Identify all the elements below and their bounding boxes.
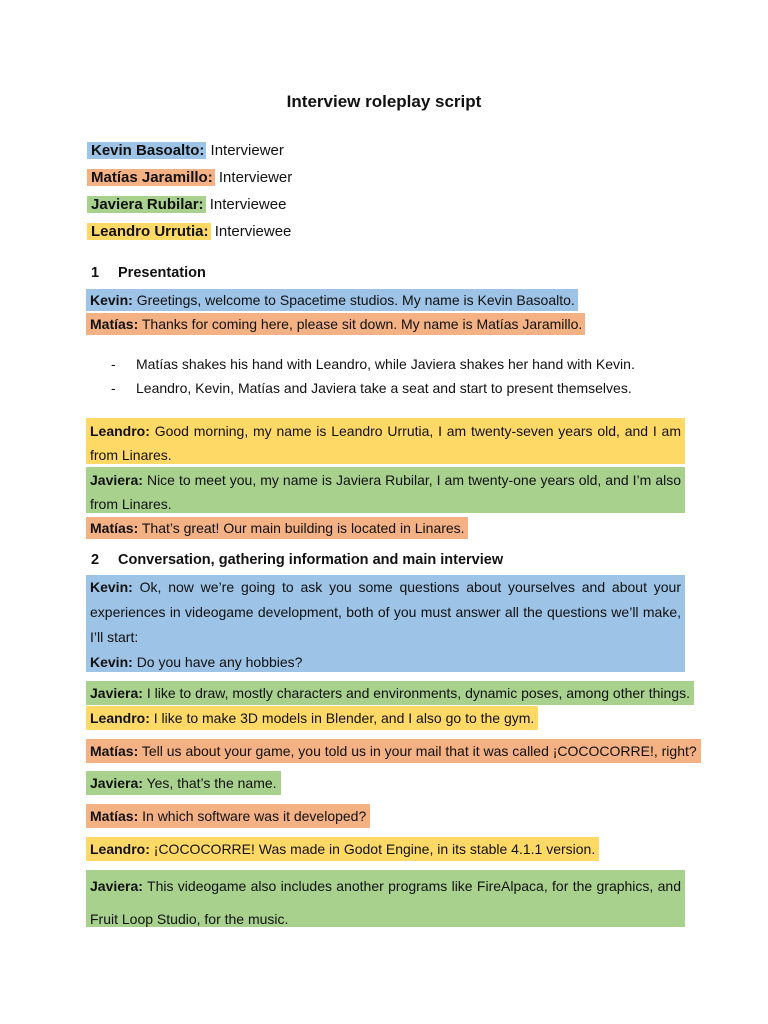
dialogue-line: [86, 418, 685, 464]
dialogue-line: [86, 706, 538, 730]
cast-item-matias: [87, 167, 292, 189]
dialogue-line: [86, 681, 694, 705]
dialogue-text: That’s great! Our main building is located in Linares.: [141, 520, 465, 536]
dialogue-text: In which software was it developed?: [142, 808, 367, 824]
stage-direction: [111, 356, 635, 372]
section-heading-presentation: [91, 265, 206, 281]
cast-role: Interviewer: [218, 169, 293, 186]
cast-name: Kevin Basoalto:: [87, 142, 206, 159]
cast-item-kevin: [87, 140, 284, 162]
dialogue-line: [86, 289, 578, 311]
dialogue-line: [86, 837, 599, 861]
section-number: 1: [91, 265, 100, 281]
dialogue-text: Ok, now we’re going to ask you some questions about yourselves and about your experiences in videogame development, both of you must answer all the questions we’ll make, I’ll start:: [90, 579, 682, 645]
dialogue-text: Tell us about your game, you told us in your mail that it was called ¡COCOCORRE!, right?: [141, 743, 697, 759]
bullet-marker: -: [111, 356, 116, 372]
speaker-label: Leandro:: [90, 423, 150, 439]
cast-item-leandro: [87, 221, 291, 243]
stage-direction-text: Leandro, Kevin, Matías and Javiera take a seat and start to present themselves.: [136, 380, 632, 396]
dialogue-line: [86, 739, 701, 763]
dialogue-line: [86, 517, 468, 539]
dialogue-text: I like to make 3D models in Blender, and I also go to the gym.: [153, 710, 535, 726]
cast-role: Interviewer: [210, 142, 284, 159]
section-number: 2: [91, 552, 100, 568]
cast-role: Interviewee: [214, 223, 292, 240]
dialogue-line: [86, 804, 370, 828]
speaker-label: Javiera:: [90, 472, 143, 488]
speaker-label: Kevin:: [90, 579, 133, 595]
dialogue-text: ¡COCOCORRE! Was made in Godot Engine, in its stable 4.1.1 version.: [153, 841, 596, 857]
speaker-label: Matías:: [90, 316, 139, 332]
bullet-marker: -: [111, 380, 116, 396]
speaker-label: Kevin:: [90, 654, 133, 670]
cast-name: Leandro Urrutia:: [87, 223, 211, 240]
speaker-label: Leandro:: [90, 841, 150, 857]
cast-name: Javiera Rubilar:: [87, 196, 206, 213]
dialogue-text: This videogame also includes another programs like FireAlpaca, for the graphics, and Fruit Loop Studio, for the music.: [90, 878, 681, 927]
dialogue-text: Do you have any hobbies?: [136, 654, 303, 670]
dialogue-line: [90, 575, 681, 650]
dialogue-text: Good morning, my name is Leandro Urrutia, I am twenty-seven years old, and I am from Linares.: [90, 423, 681, 463]
dialogue-text: Greetings, welcome to Spacetime studios. My name is Kevin Basoalto.: [136, 292, 575, 308]
speaker-label: Leandro:: [90, 710, 150, 726]
cast-item-javiera: [87, 194, 286, 216]
cast-role: Interviewee: [209, 196, 287, 213]
document-title: Interview roleplay script: [286, 92, 482, 111]
section-title: Conversation, gathering information and main interview: [118, 552, 504, 568]
speaker-label: Matías:: [90, 808, 139, 824]
dialogue-text: Nice to meet you, my name is Javiera Rubilar, I am twenty-one years old, and I’m also from Linares.: [90, 472, 682, 512]
speaker-label: Javiera:: [90, 878, 143, 894]
dialogue-line: [86, 771, 281, 795]
cast-name: Matías Jaramillo:: [87, 169, 215, 186]
dialogue-text: I like to draw, mostly characters and environments, dynamic poses, among other things.: [146, 685, 690, 701]
speaker-label: Matías:: [90, 743, 139, 759]
dialogue-line: [86, 313, 585, 335]
dialogue-line: [90, 650, 681, 675]
stage-direction: [111, 380, 632, 396]
section-title: Presentation: [118, 265, 206, 281]
dialogue-block: [86, 575, 685, 672]
speaker-label: Javiera:: [90, 775, 143, 791]
stage-direction-text: Matías shakes his hand with Leandro, while Javiera shakes her hand with Kevin.: [136, 356, 635, 372]
speaker-label: Kevin:: [90, 292, 133, 308]
speaker-label: Matías:: [90, 520, 139, 536]
dialogue-text: Yes, that’s the name.: [146, 775, 277, 791]
dialogue-text: Thanks for coming here, please sit down. My name is Matías Jaramillo.: [141, 316, 583, 332]
dialogue-line: [86, 870, 685, 927]
dialogue-line: [86, 467, 685, 513]
speaker-label: Javiera:: [90, 685, 143, 701]
section-heading-conversation: [91, 552, 503, 568]
